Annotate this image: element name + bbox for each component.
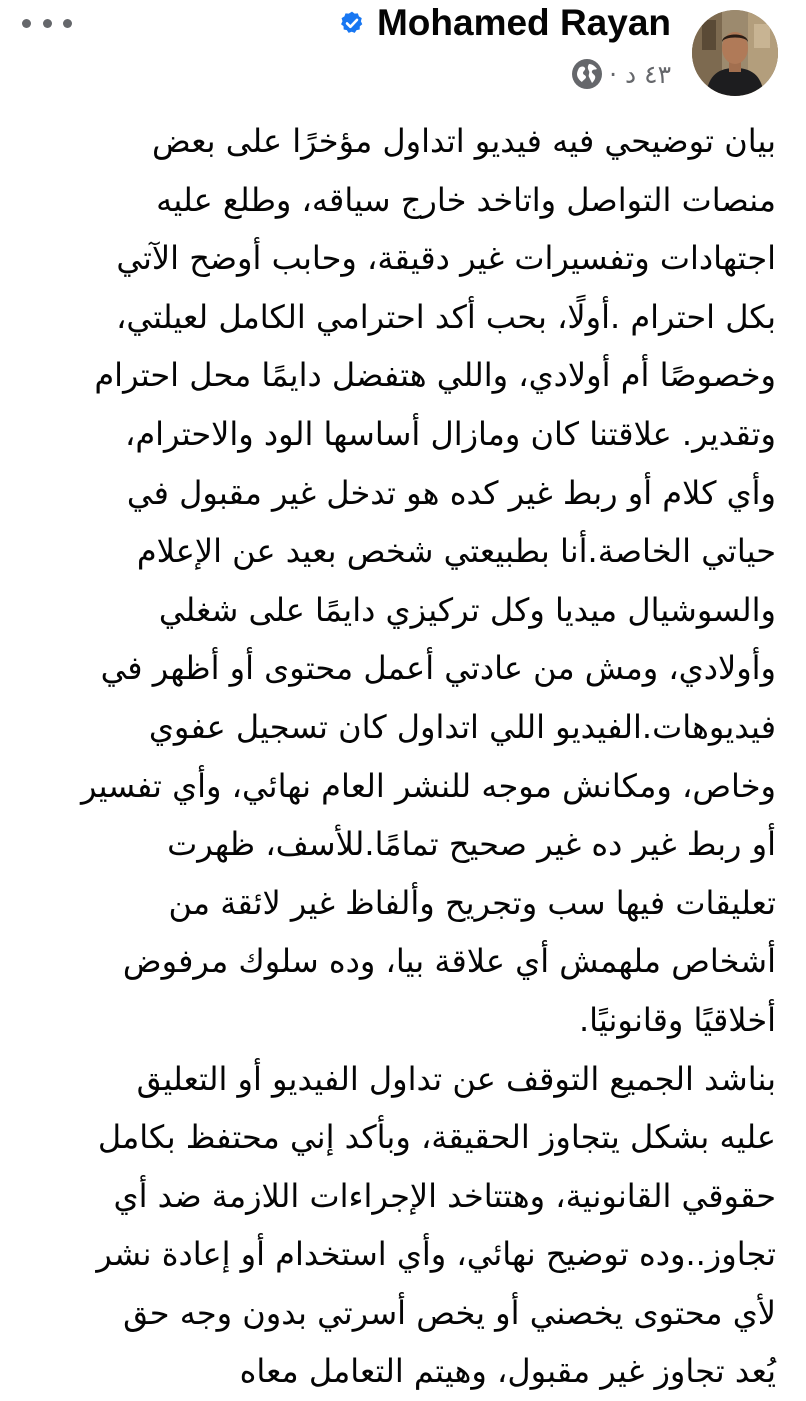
- more-options-dot: [63, 19, 72, 28]
- more-options-dot: [43, 19, 52, 28]
- author-row: [339, 0, 671, 46]
- globe-icon: [571, 58, 603, 90]
- avatar[interactable]: [692, 10, 778, 96]
- post-timestamp[interactable]: ٤٣ د ·: [609, 60, 671, 89]
- post-header: [0, 0, 806, 110]
- more-options-icon: [22, 19, 31, 28]
- post-paragraph: بيان توضيحي فيه فيديو اتداول مؤخرًا على بعض منصات التواصل واتاخد خارج سياقه، وطلع عليه اجتهادات وتفسيرات غير دقيقة، وحابب أوضح الآتي بكل احترام .أولًا، بحب أكد احترامي الكامل لعيلتي، وخصوصًا أم أولادي، واللي هتفضل دايمًا محل احترام وتقدير. علاقتنا كان ومازال أساسها الود والاحترام، وأي كلام أو ربط غير كده هو تدخل غير مقبول في حياتي الخاصة.أنا بطبيعتي شخص بعيد عن الإعلام والسوشيال ميديا وكل تركيزي دايمًا على شغلي وأولادي، ومش من عادتي أعمل محتوى أو أظهر في فيديوهات.الفيديو اللي اتداول كان تسجيل عفوي وخاص، ومكانش موجه للنشر العام نهائي، وأي تفسير أو ربط غير ده غير صحيح تمامًا.للأسف، ظهرت تعليقات فيها سب وتجريح وألفاظ غير لائقة من أشخاص ملهمش أي علاقة بيا، وده سلوك مرفوض أخلاقيًا وقانونيًا.: [32, 112, 776, 1050]
- avatar-image: [692, 10, 778, 96]
- verified-badge-icon: [339, 10, 365, 36]
- more-options-button[interactable]: [22, 8, 72, 38]
- post-paragraph: بناشد الجميع التوقف عن تداول الفيديو أو التعليق عليه بشكل يتجاوز الحقيقة، وبأكد إني محتفظ بكامل حقوقي القانونية، وهتتاخد الإجراءات اللازمة ضد أي تجاوز..وده توضيح نهائي، وأي استخدام أو إعادة نشر لأي محتوى يخصني أو يخص أسرتي بدون وجه حق يُعد تجاوز غير مقبول، وهيتم التعامل معاه: [32, 1050, 776, 1401]
- post-meta: [571, 56, 671, 92]
- author-name[interactable]: Mohamed Rayan: [377, 2, 671, 44]
- post-text: [32, 112, 776, 1401]
